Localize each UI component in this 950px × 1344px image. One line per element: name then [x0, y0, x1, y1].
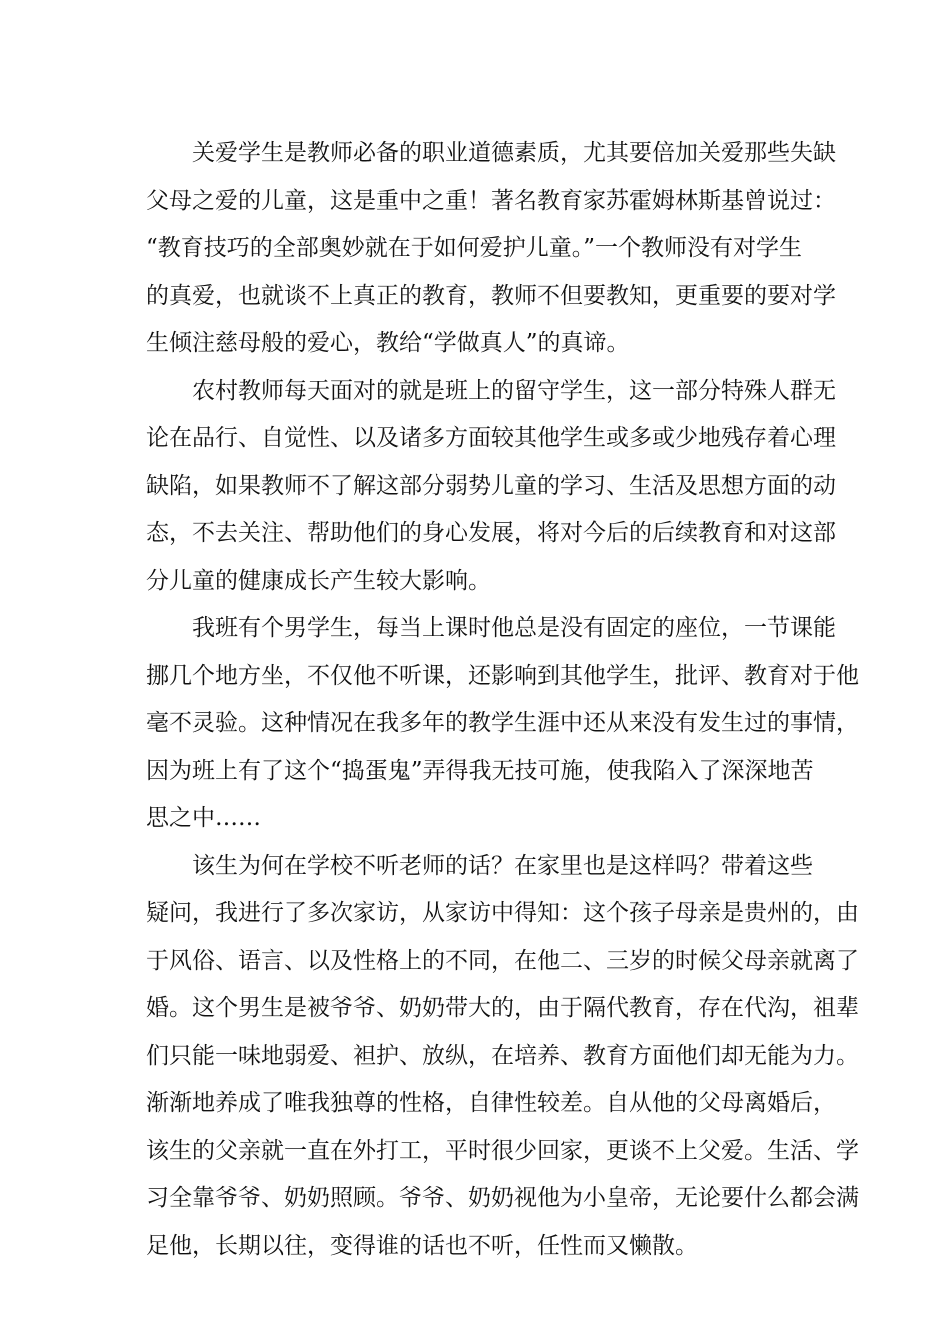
- text-line: 缺陷，如果教师不了解这部分弱势儿童的学习、生活及思想方面的动: [146, 472, 836, 499]
- text-line: 农村教师每天面对的就是班上的留守学生，这一部分特殊人群无: [192, 377, 836, 404]
- text-line: 父母之爱的儿童，这是重中之重！著名教育家苏霍姆林斯基曾说过：: [146, 187, 836, 214]
- text-line: 习全靠爷爷、奶奶照顾。爷爷、奶奶视他为小皇帝，无论要什么都会满: [146, 1185, 859, 1211]
- text-line: 论在品行、自觉性、以及诸多方面较其他学生或多或少地残存着心理: [146, 425, 836, 451]
- text-line: 态，不去关注、帮助他们的身心发展，将对今后的后续教育和对这部: [146, 520, 836, 546]
- text-line: 生倾注慈母般的爱心，教给“学做真人”的真谛。: [146, 330, 630, 356]
- text-line: 该生的父亲就一直在外打工，平时很少回家，更谈不上父爱。生活、学: [146, 1137, 859, 1164]
- text-line: 疑问，我进行了多次家访，从家访中得知：这个孩子母亲是贵州的，由: [146, 900, 859, 926]
- text-line: 关爱学生是教师必备的职业道德素质，尤其要倍加关爱那些失缺: [192, 140, 836, 166]
- text-line: 挪几个地方坐，不仅他不听课，还影响到其他学生，批评、教育对于他: [146, 662, 859, 689]
- text-line: 渐渐地养成了唯我独尊的性格，自律性较差。自从他的父母离婚后，: [146, 1090, 836, 1116]
- paragraph-4: [146, 843, 859, 1271]
- text-line: 足他，长期以往，变得谁的话也不听，任性而又懒散。: [146, 1232, 698, 1259]
- paragraph-2: [146, 368, 836, 606]
- text-line: 因为班上有了这个“捣蛋鬼”弄得我无技可施，使我陷入了深深地苦: [146, 757, 814, 784]
- text-line: 的真爱，也就谈不上真正的教育，教师不但要教知，更重要的要对学: [146, 282, 836, 309]
- text-line: 我班有个男学生，每当上课时他总是没有固定的座位，一节课能: [192, 615, 836, 641]
- text-line: 婚。这个男生是被爷爷、奶奶带大的，由于隔代教育，存在代沟，祖辈: [146, 995, 859, 1021]
- text-line: 毫不灵验。这种情况在我多年的教学生涯中还从来没有发生过的事情，: [146, 710, 859, 736]
- paragraph-3: [146, 605, 859, 843]
- text-line: “教育技巧的全部奥妙就在于如何爱护儿童。”一个教师没有对学生: [146, 235, 803, 261]
- text-line: 分儿童的健康成长产生较大影响。: [146, 567, 491, 594]
- paragraph-1: [146, 130, 836, 368]
- text-line: 们只能一味地弱爱、袒护、放纵，在培养、教育方面他们却无能为力。: [146, 1042, 859, 1069]
- text-line: 该生为何在学校不听老师的话？在家里也是这样吗？带着这些: [192, 852, 813, 879]
- text-line: 于风俗、语言、以及性格上的不同，在他二、三岁的时候父母亲就离了: [146, 947, 859, 974]
- document-body: [146, 130, 859, 1270]
- text-line: 思之中……: [146, 805, 261, 831]
